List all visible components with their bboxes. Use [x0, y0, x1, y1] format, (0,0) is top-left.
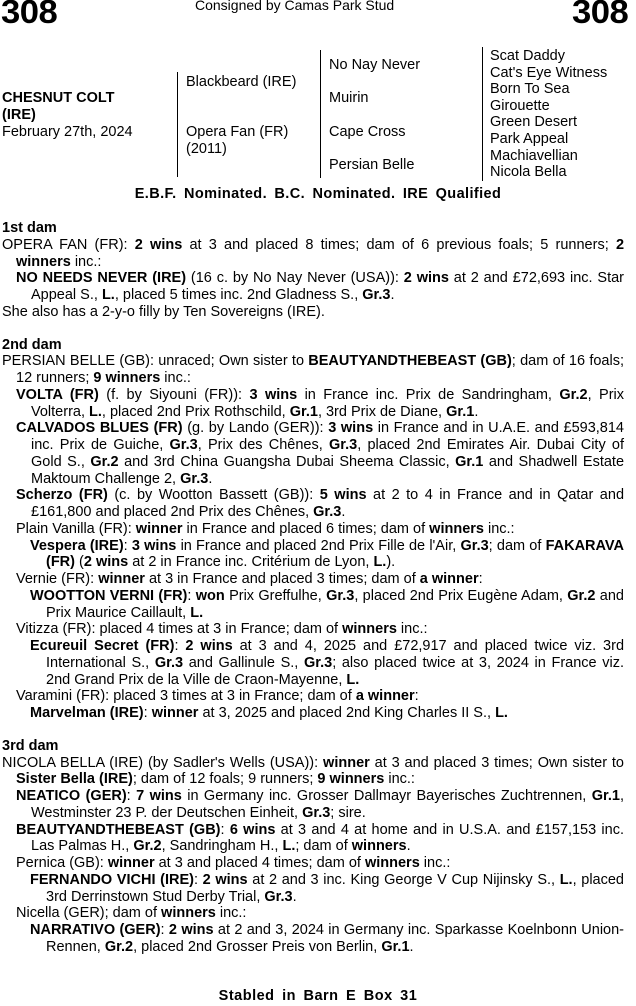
produce-calvados-blues: CALVADOS BLUES (FR) (g. by Lando (GER)): 3 wins in France and in U.A.E. and £593,814 inc. Prix de Guiche, Gr.3, Prix des Chênes, Gr.3, placed 2nd Emirates Air. Dubai City of Gold S., Gr.2 and 3rd China Guangsha Dubai Sheema Classic, Gr.1 and Shadwell Estate Maktoum Challenge 2, Gr.3. [16, 420, 625, 487]
pedigree-sire: Blackbeard (IRE) [186, 74, 297, 90]
spacer [2, 722, 624, 738]
pedigree-sire-sire: No Nay Never [329, 57, 421, 73]
consignor: Consigned by Camas Park Stud [195, 0, 395, 13]
pedigree-gen4-item: Girouette [490, 97, 550, 114]
produce-fernando-vichi: FERNANDO VICHI (IRE): 2 wins at 2 and 3 inc. King George V Cup Nijinsky S., L., placed 3rd Derrinstown Stud Derby Trial, Gr.3. [30, 871, 624, 905]
pedigree-sire-dam: Muirin [329, 90, 369, 106]
pedigree-gen4-item: Machiavellian [490, 147, 578, 164]
produce-nicella: Nicella (GER); dam of winners inc.: [16, 905, 247, 922]
section-heading-second-dam: 2nd dam [2, 336, 62, 353]
horse-desc-line2: (IRE) [2, 106, 36, 123]
section-heading-first-dam: 1st dam [2, 220, 57, 236]
produce-no-needs-never: NO NEEDS NEVER (IRE) (16 c. by No Nay Never (USA)): 2 wins at 2 and £72,693 inc. Star Appeal S., L., placed 5 times inc. 2nd Gladness S., Gr.3. [16, 270, 624, 303]
produce-vitizza: Vitizza (FR): placed 4 times at 3 in France; dam of winners inc.: [16, 621, 428, 638]
first-dam-note: She also has a 2-y-o filly by Ten Sovereigns (IRE). [2, 303, 325, 320]
nominations: E.B.F. Nominated. B.C. Nominated. IRE Qualified [134, 186, 502, 202]
pedigree-gen4-item: Cat's Eye Witness [490, 64, 608, 81]
pedigree-gen4-item: Nicola Bella [490, 164, 567, 181]
pedigree-gen4-item: Park Appeal [490, 130, 569, 147]
pedigree-dam-year: (2011) [186, 140, 227, 157]
produce-wootton-verni: WOOTTON VERNI (FR): won Prix Greffulhe, Gr.3, placed 2nd Prix Eugène Adam, Gr.2 and Prix Maurice Caillault, L. [30, 587, 624, 621]
pedigree-divider-1 [177, 72, 178, 177]
produce-marvelman: Marvelman (IRE): winner at 3, 2025 and placed 2nd King Charles II S., L. [30, 705, 508, 721]
pedigree-dam-dam: Persian Belle [329, 157, 415, 173]
foaling-date: February 27th, 2024 [2, 124, 133, 140]
pedigree-divider-3 [482, 47, 483, 181]
produce-volta: VOLTA (FR) (f. by Siyouni (FR)): 3 wins in France inc. Prix de Sandringham, Gr.2, Prix Volterra, L., placed 2nd Prix Rothschild, Gr.1, 3rd Prix de Diane, Gr.1. [16, 386, 624, 420]
produce-ecureuil-secret: Ecureuil Secret (FR): 2 wins at 3 and 4, 2025 and £72,917 and placed twice viz. 3rd International S., Gr.3 and Gallinule S., Gr.3; also placed twice at 3, 2024 in France viz. 2nd Grand Prix de la Ville de Craon-Mayenne, L. [30, 638, 625, 688]
third-dam-paragraph: NICOLA BELLA (IRE) (by Sadler's Wells (USA)): winner at 3 and placed 3 times; Own sister to Sister Bella (IRE); dam of 12 foals; 9 runners; 9 winners inc.: [2, 754, 624, 788]
produce-varamini: Varamini (FR): placed 3 times at 3 in France; dam of a winner: [16, 688, 419, 705]
produce-vespera: Vespera (IRE): 3 wins in France and placed 2nd Prix Fille de l'Air, Gr.3; dam of FAKARAVA (FR) (2 wins at 2 in France inc. Critérium de Lyon, L.). [30, 537, 624, 571]
lot-number: 308 [1, 0, 58, 30]
produce-scherzo: Scherzo (FR) (c. by Wootton Bassett (GB)): 5 wins at 2 to 4 in France and in Qatar and £161,800 and placed 2nd Prix des Chênes, Gr.3. [16, 487, 625, 520]
pedigree-gen4-item: Green Desert [490, 114, 578, 131]
pedigree-dam [186, 124, 288, 157]
horse-desc-line1: CHESNUT COLT [2, 90, 115, 106]
horse-description [2, 90, 115, 123]
second-dam-paragraph: PERSIAN BELLE (GB): unraced; Own sister to BEAUTYANDTHEBEAST (GB); dam of 16 foals; 12 runners; 9 winners inc.: [2, 353, 624, 386]
pedigree-dam-name: Opera Fan (FR) [186, 124, 289, 140]
pedigree-gen4 [490, 48, 607, 181]
stabling-info: Stabled in Barn E Box 31 [218, 988, 418, 1004]
produce-plain-vanilla: Plain Vanilla (FR): winner in France and placed 6 times; dam of winners inc.: [16, 520, 515, 537]
pedigree-divider-2 [320, 50, 321, 178]
pedigree-gen4-item: Scat Daddy [490, 48, 565, 64]
produce-beautyandthebeast: BEAUTYANDTHEBEAST (GB): 6 wins at 3 and 4 at home and in U.S.A. and £157,153 inc. Las Palmas H., Gr.2, Sandringham H., L.; dam of winners. [16, 821, 624, 855]
section-heading-third-dam: 3rd dam [2, 737, 59, 754]
pedigree-dam-sire: Cape Cross [329, 124, 406, 140]
catalogue-content [2, 220, 624, 956]
spacer [2, 321, 624, 337]
produce-vernie: Vernie (FR): winner at 3 in France and placed 3 times; dam of a winner: [16, 571, 483, 587]
produce-neatico: NEATICO (GER): 7 wins in Germany inc. Grosser Dallmayr Bayerisches Zuchtrennen, Gr.1, Westminster 23 P. der Deutschen Einheit, Gr.3; sire. [16, 788, 624, 821]
produce-narrativo: NARRATIVO (GER): 2 wins at 2 and 3, 2024 in Germany inc. Sparkasse Koelnbonn Union-Rennen, Gr.2, placed 2nd Grosser Preis von Berlin, Gr.1. [30, 922, 625, 955]
lot-number-right: 308 [572, 0, 629, 30]
produce-pernica: Pernica (GB): winner at 3 and placed 4 times; dam of winners inc.: [16, 855, 451, 871]
pedigree-gen4-item: Born To Sea [490, 81, 570, 98]
first-dam-paragraph: OPERA FAN (FR): 2 wins at 3 and placed 8 times; dam of 6 previous foals; 5 runners; 2 winners inc.: [2, 236, 625, 270]
